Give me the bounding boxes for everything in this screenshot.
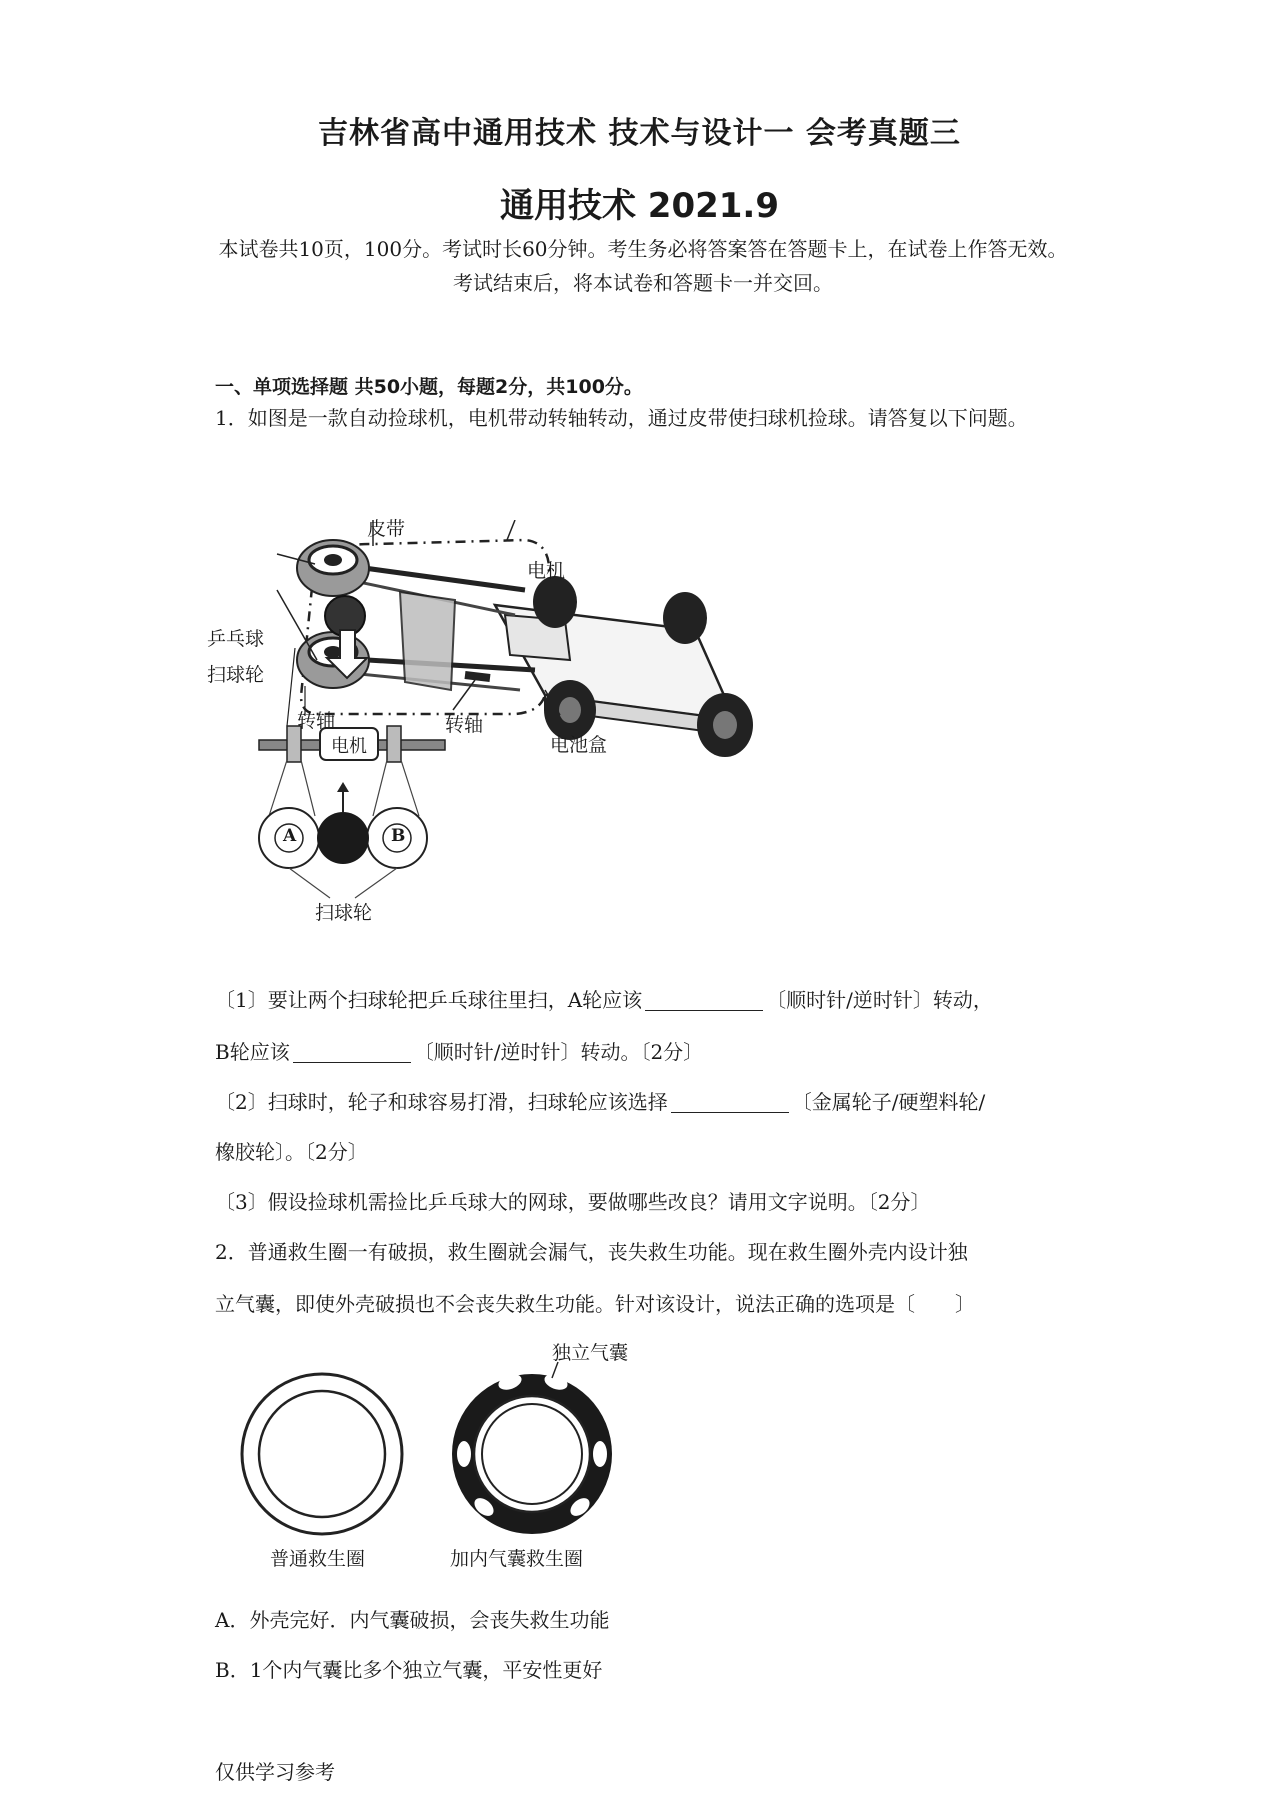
question-1-sub2-line2: 橡胶轮〕。〔2分〕 [215, 1140, 368, 1164]
question-1-sub3: 〔3〕假设捡球机需捡比乒乓球大的网球，要做哪些改良？请用文字说明。〔2分〕 [215, 1190, 931, 1214]
question-2-stem-line1: 2．普通救生圈一有破损，救生圈就会漏气，丧失救生功能。现在救生圈外壳内设计独 [215, 1240, 968, 1264]
label-airbag-ring: 加内气囊救生圈 [450, 1548, 584, 1570]
ball-picker-figure [207, 518, 805, 960]
label-motor: 电机 [527, 560, 566, 582]
document-title: 吉林省高中通用技术 技术与设计一 会考真题三 [318, 116, 961, 151]
answer-blank-a[interactable] [645, 988, 763, 1011]
question-1-sub1-line2 [215, 1026, 1075, 1078]
life-buoy-figure [240, 1342, 660, 1572]
label-belt: 皮带 [367, 518, 406, 540]
label-wheel-a: A [283, 826, 297, 846]
label-sweeper-wheel-bottom: 扫球轮 [315, 902, 373, 924]
answer-blank-material[interactable] [671, 1090, 789, 1113]
sub1-text-c: B轮应该 [215, 1040, 290, 1064]
label-normal-ring: 普通救生圈 [270, 1548, 366, 1570]
footer-note: 仅供学习参考 [215, 1760, 335, 1784]
question-1-sub1-line1 [215, 974, 1075, 1026]
question-2-stem-line2: 立气囊，即使外壳破损也不会丧失救生功能。针对该设计，说法正确的选项是〔 〕 [215, 1292, 975, 1316]
label-sweeper-wheel: 扫球轮 [207, 664, 265, 686]
label-wheel-b: B [391, 826, 406, 846]
label-shaft: 转轴 [445, 714, 484, 736]
question-1-stem: 1．如图是一款自动捡球机，电机带动转轴转动，通过皮带使扫球机捡球。请答复以下问题。 [215, 406, 1028, 430]
label-motor-box: 电机 [331, 736, 367, 757]
ball-picker-diagram [215, 520, 805, 960]
question-2-option-b[interactable]: B．1个内气囊比多个独立气囊，平安性更好 [215, 1658, 603, 1682]
exam-instructions: 本试卷共10页，100分。考试时长60分钟。考生务必将答案答在答题卡上，在试卷上作答无效。考试结束后，将本试卷和答题卡一并交回。 [218, 237, 1068, 295]
section-heading: 一、单项选择题 共50小题，每题2分，共100分。 [215, 376, 643, 398]
label-shaft-top: 转轴 [297, 710, 336, 732]
question-1-sub2-line1 [215, 1076, 1075, 1128]
life-buoy-diagram [240, 1342, 660, 1542]
label-battery-box: 电池盒 [550, 734, 608, 756]
answer-blank-b[interactable] [293, 1040, 411, 1063]
sub2-text-a: 〔2〕扫球时，轮子和球容易打滑，扫球轮应该选择 [215, 1090, 668, 1114]
sub1-text-b: 〔顺时针/逆时针〕转动， [766, 988, 993, 1012]
question-2-option-a[interactable]: A．外壳完好．内气囊破损，会丧失救生功能 [215, 1608, 610, 1632]
sub1-text-d: 〔顺时针/逆时针〕转动。〔2分〕 [413, 1040, 704, 1064]
label-pingpong: 乒乓球 [207, 628, 265, 650]
label-airbag: 独立气囊 [552, 1342, 629, 1364]
sub1-text-a: 〔1〕要让两个扫球轮把乒乓球往里扫，A轮应该 [215, 988, 643, 1012]
document-subtitle: 通用技术 2021.9 [499, 186, 780, 226]
sub2-text-b: 〔金属轮子/硬塑料轮/ [791, 1090, 986, 1114]
